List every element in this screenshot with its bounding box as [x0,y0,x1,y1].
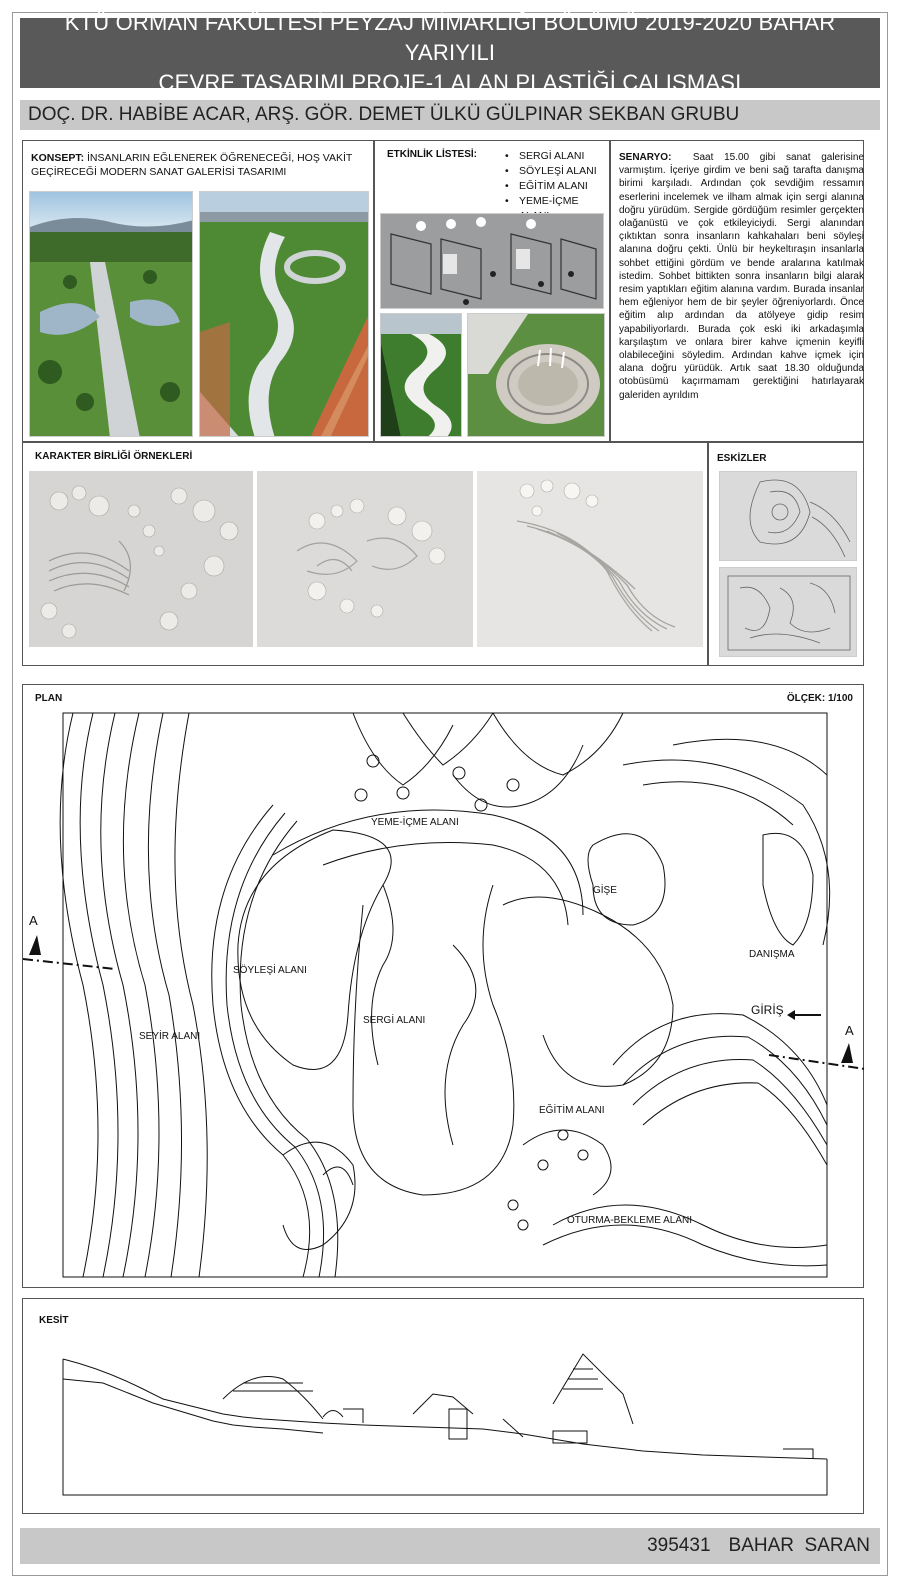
sketches-panel [708,442,864,666]
activity-item: • SERGİ ALANI [505,149,609,164]
concept-label: KONSEPT: [31,152,85,164]
title-line-2: ÇEVRE TASARIMI PROJE-1 ALAN PLASTİĞİ ÇALIŞMASI [158,70,742,95]
section-marker-left: A [29,913,38,928]
paper-relief-3 [477,471,703,647]
section-panel [22,1298,864,1514]
area-oturma: OTURMA-BEKLEME ALANI [567,1215,693,1226]
area-sergi: SERGİ ALANI [363,1015,426,1026]
gallery-photo [380,213,604,309]
subtitle-bar [20,100,880,130]
title-line-1: KTÜ ORMAN FAKÜLTESİ PEYZAJ MİMARLIĞI BÖLÜMÜ 2019-2020 BAHAR YARIYILI [64,10,836,65]
concept-text [31,151,361,179]
scenario-label: SENARYO: [619,152,672,163]
area-egitim: EĞİTİM ALANI [539,1105,605,1116]
footer-bar [20,1528,880,1564]
section-drawing [23,1299,865,1515]
title-bar [20,10,880,95]
park-photo-1 [29,191,193,437]
concept-description: İNSANLARIN EĞLENEREK ÖĞRENECEĞİ, HOŞ VAKİT GEÇİRECEĞİ MODERN SANAT GALERİSİ TASARIMI [31,152,353,178]
area-giris: GİRİŞ [751,1003,784,1017]
activities-label: ETKİNLİK LİSTESİ: [387,149,477,160]
sketch-2 [719,567,857,657]
park-photo-2 [199,191,369,437]
area-danisma: DANIŞMA [749,949,795,960]
section-label: KESİT [39,1315,69,1326]
plan-scale: ÖLÇEK: 1/100 [786,693,853,704]
character-label: KARAKTER BİRLİĞİ ÖRNEKLERİ [35,451,193,462]
paper-relief-1 [29,471,253,647]
area-soylesi: SÖYLEŞİ ALANI [233,965,307,976]
scenario-panel [610,140,864,442]
area-gise: GİŞE [593,885,617,896]
activity-item: • SÖYLEŞİ ALANI [505,164,609,179]
student-name: BAHAR SARAN [728,1535,870,1556]
plan-panel [22,684,864,1288]
paper-relief-2 [257,471,473,647]
sketches-label: ESKİZLER [717,453,767,464]
sketch-1 [719,471,857,561]
activities-panel [374,140,610,442]
scenario-body: Saat 15.00 gibi sanat galerisine varmıştım. İçeriye girdim ve beni sağ tarafta danışma birimi karşıladı. Ardından çok sevdiğim ressamın eserlerini incelemek ve ilham almak için sergi alanına doğru yürüdüm. Sergide gördüğüm resimler gerçekten olağanüstü ve çok etkileyiciydi. Sergi alanından çıktıktan sonra insanların kahkahaları beni söyleşi alanına doğru çekti. Ünlü bir heykeltıraşın insanlarla sohbet ettiğini gördüm ve bende aralarına katılmak istedim. Sohbet bittikten sonra insanların bilgi alarak resim yaptıkları eğitim alanına vardım. Burada insanlar hem eğleniyor hem de bir şeyler öğreniyorlardı. Önce eğitim alıp ardından da atölyeye gidip resim yapabiliyorlardı. Burada çok eski iki arkadaşımla karşılaştım ve onlara birer kahve içmenin keyifli olabileceğini söyledim. Ardından kahve içmek için alana doğru yürüdük. Artık saat 18.30 olduğunda otobüsümü kaçırmamam gerektiğini hatırlayarak galeriden ayrıldım [619,152,864,401]
character-panel [22,442,708,666]
plan-label: PLAN [35,693,63,704]
student-number: 395431 [647,1535,711,1556]
concept-panel [22,140,374,442]
activity-item: • YEME-İÇME [505,194,609,224]
activity-item: • EĞİTİM ALANI [505,179,609,194]
instructors-label: DOÇ. DR. HABİBE ACAR, ARŞ. GÖR. DEMET ÜLKÜ GÜLPINAR SEKBAN GRUBU [28,104,740,125]
area-yeme-icme: YEME-İÇME ALANI [371,817,459,828]
scenario-text [619,151,864,402]
wave-bench-photo [380,313,462,437]
section-marker-right: A [845,1023,854,1038]
area-seyir: SEYİR ALANI [139,1031,201,1042]
amphitheater-photo [467,313,605,437]
plan-drawing [23,685,865,1289]
